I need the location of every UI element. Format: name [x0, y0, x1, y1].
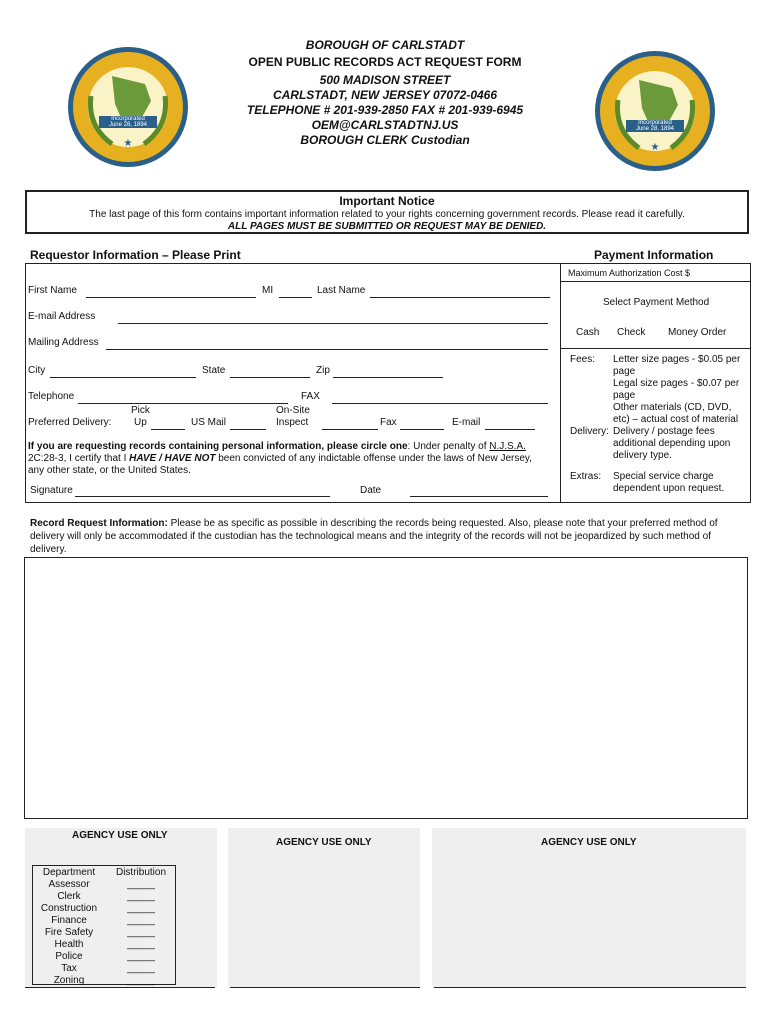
seal-date: June 28, 1894	[108, 122, 148, 128]
header-email: OEM@CARLSTADTNJ.US	[311, 118, 459, 132]
pickup-label-1: Pick	[131, 405, 150, 416]
extras-text: Special service charge dependent upon request.	[613, 471, 725, 494]
last-name-label: Last Name	[317, 285, 366, 296]
department-item: Fire Safety	[44, 927, 94, 938]
telephone-field[interactable]	[78, 403, 288, 404]
distribution-blank[interactable]: _____	[127, 879, 155, 890]
max-auth-cost-label: Maximum Authorization Cost $	[568, 268, 691, 278]
date-field[interactable]	[410, 496, 548, 497]
record-request-text: Please be as specific as possible in describing the records being requested. Also, please note that your preferred method of delivery will only be accommodated if the custodian has the technological means and the integrity of the records will not be jeopardized by such method of delivery.	[30, 518, 718, 555]
first-name-label: First Name	[28, 285, 77, 296]
agency-use-panel-2	[228, 828, 420, 988]
extras-label: Extras:	[570, 471, 602, 482]
header-street: 500 MADISON STREET	[319, 73, 451, 87]
header-custodian: BOROUGH CLERK Custodian	[300, 133, 470, 147]
notice-warning: ALL PAGES MUST BE SUBMITTED OR REQUEST MAY BE DENIED.	[227, 221, 547, 232]
payment-divider-2	[560, 348, 751, 349]
distribution-blank[interactable]: _____	[127, 891, 155, 902]
email-option[interactable]	[485, 429, 535, 430]
date-label: Date	[360, 485, 382, 496]
agency-line-1	[25, 987, 215, 988]
delivery-label: Delivery:	[570, 426, 609, 437]
distribution-blank[interactable]: _____	[127, 975, 155, 986]
payment-title: Payment Information	[594, 248, 714, 262]
cash-option[interactable]: Cash	[576, 327, 600, 338]
department-item: Finance	[51, 915, 87, 926]
header-phone-fax: TELEPHONE # 201-939-2850 FAX # 201-939-6945	[246, 103, 524, 117]
section-divider	[560, 263, 561, 503]
fees-text: Letter size pages - $0.05 per page Legal size pages - $0.07 per page Other materials (CD, DVD, etc) – actual cost of material	[613, 354, 741, 425]
fax-field[interactable]	[332, 403, 548, 404]
mailing-label: Mailing Address	[28, 337, 99, 348]
department-item: Clerk	[57, 891, 81, 902]
distribution-column	[108, 867, 174, 987]
us-mail-option[interactable]	[230, 429, 266, 430]
signature-field[interactable]	[75, 496, 330, 497]
email-label: E-mail Address	[28, 311, 96, 322]
department-item: Construction	[40, 903, 98, 914]
record-request-textarea[interactable]	[24, 557, 748, 819]
department-item: Zoning	[53, 975, 85, 986]
pickup-label-2: Up	[134, 417, 147, 428]
department-column	[33, 867, 105, 987]
money-order-option[interactable]: Money Order	[668, 327, 727, 338]
last-name-field[interactable]	[370, 297, 550, 298]
distribution-blank[interactable]: _____	[127, 927, 155, 938]
fees-label: Fees:	[570, 354, 596, 365]
city-label: City	[28, 365, 46, 376]
mailing-field[interactable]	[106, 349, 548, 350]
notice-title: Important Notice	[339, 194, 435, 208]
preferred-delivery-label: Preferred Delivery:	[28, 417, 112, 428]
email-option-label: E-mail	[452, 417, 481, 428]
zip-field[interactable]	[333, 377, 443, 378]
header-borough: BOROUGH OF CARLSTADT	[305, 38, 465, 52]
fax-label: FAX	[301, 391, 320, 402]
distribution-blank[interactable]: _____	[127, 951, 155, 962]
zip-label: Zip	[316, 365, 330, 376]
email-field[interactable]	[118, 323, 548, 324]
department-item: Tax	[61, 963, 77, 974]
seal-date-right: June 28, 1894	[635, 126, 675, 132]
onsite-label-1: On-Site	[276, 405, 310, 416]
mi-field[interactable]	[279, 297, 312, 298]
fax-option-label: Fax	[380, 417, 397, 428]
department-item: Police	[55, 951, 83, 962]
state-label: State	[202, 365, 226, 376]
department-item: Health	[54, 939, 84, 950]
agency-line-2	[230, 987, 420, 988]
requestor-title: Requestor Information – Please Print	[30, 248, 241, 262]
check-option[interactable]: Check	[617, 327, 646, 338]
important-notice-box	[25, 190, 749, 234]
distribution-blank[interactable]: _____	[127, 963, 155, 974]
onsite-option[interactable]	[322, 429, 378, 430]
personal-info-text2: 2C:28-3, I certify that I	[28, 453, 130, 464]
agency-use-title-1: AGENCY USE ONLY	[72, 830, 168, 841]
record-request-instructions	[30, 517, 742, 556]
distribution-blank[interactable]: _____	[127, 903, 155, 914]
mi-label: MI	[262, 285, 274, 296]
header-form-title: OPEN PUBLIC RECORDS ACT REQUEST FORM	[248, 55, 522, 69]
seal-incorporated-right: Incorporated	[638, 120, 672, 126]
first-name-field[interactable]	[86, 297, 256, 298]
city-field[interactable]	[50, 377, 196, 378]
agency-use-title-2: AGENCY USE ONLY	[276, 837, 372, 848]
distribution-blank[interactable]: _____	[127, 915, 155, 926]
personal-info-text1: : Under penalty of	[407, 441, 490, 452]
agency-use-panel-3	[432, 828, 746, 988]
pickup-option[interactable]	[151, 429, 185, 430]
department-item: Assessor	[48, 879, 90, 890]
personal-info-certification	[28, 441, 548, 477]
us-mail-label: US Mail	[191, 417, 227, 428]
svg-text:★: ★	[123, 138, 133, 149]
delivery-text: Delivery / postage fees additional depending upon delivery type.	[613, 426, 731, 461]
have-have-not-choice[interactable]: HAVE / HAVE NOT	[129, 453, 216, 464]
record-request-label: Record Request Information:	[30, 518, 168, 529]
svg-text:★: ★	[650, 142, 660, 153]
notice-body: The last page of this form contains important information related to your rights concerning government records. Please read it carefully.	[89, 209, 685, 220]
telephone-label: Telephone	[28, 391, 75, 402]
header-city: CARLSTADT, NEW JERSEY 07072-0466	[272, 88, 498, 102]
fax-option[interactable]	[400, 429, 444, 430]
personal-info-bold: If you are requesting records containing personal information, please circle one	[28, 441, 408, 452]
department-header: Department	[42, 867, 96, 878]
personal-info-text3: been convicted of any indictable offense under the laws of New Jersey, any other state, or the United States.	[28, 453, 532, 476]
payment-divider-1	[560, 281, 751, 282]
agency-line-3	[434, 987, 746, 988]
seal-incorporated: Incorporated	[111, 116, 145, 122]
distribution-blank[interactable]: _____	[127, 939, 155, 950]
distribution-header: Distribution	[115, 867, 167, 878]
state-field[interactable]	[230, 377, 310, 378]
onsite-label-2: Inspect	[276, 417, 309, 428]
njsa-ref: N.J.S.A.	[489, 441, 526, 452]
select-payment-label: Select Payment Method	[603, 297, 710, 308]
agency-use-title-3: AGENCY USE ONLY	[541, 837, 637, 848]
signature-label: Signature	[30, 485, 73, 496]
